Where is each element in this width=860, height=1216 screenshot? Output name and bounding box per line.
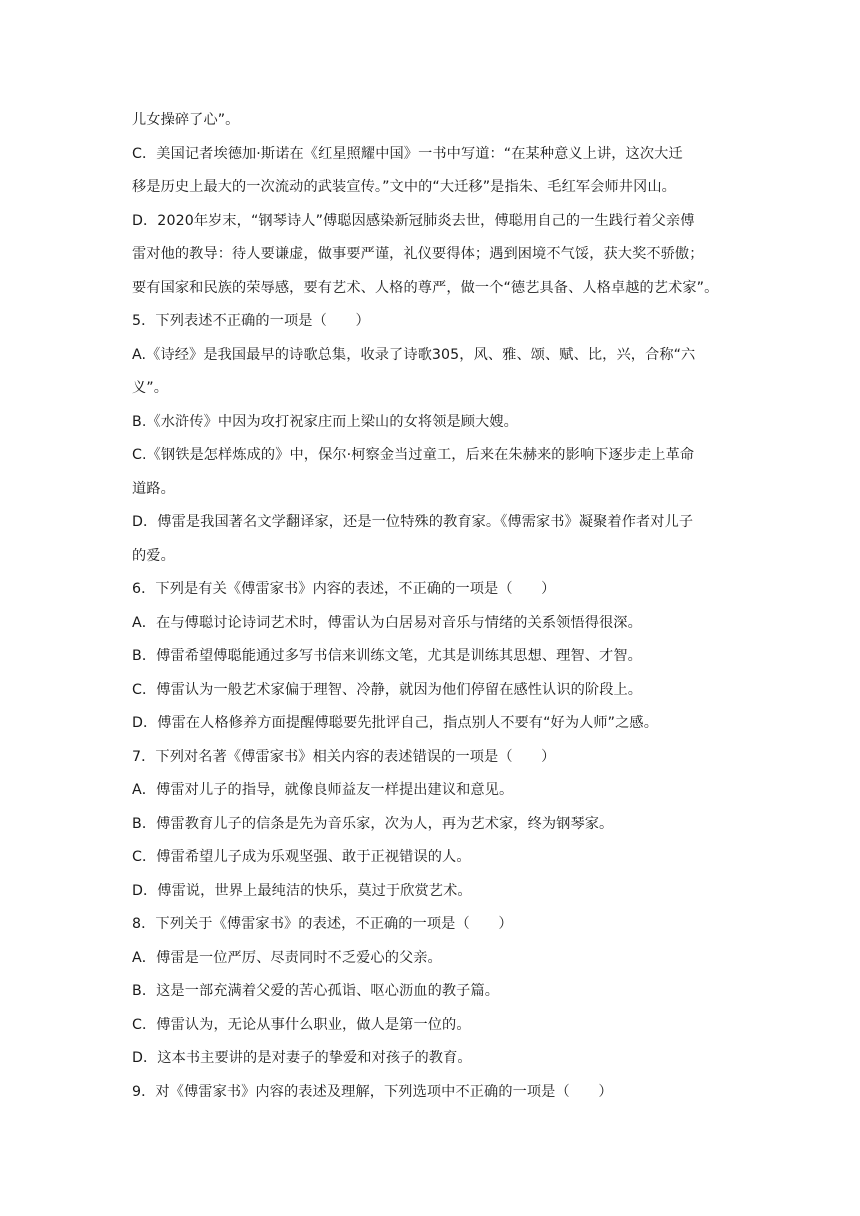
text-line: A.《诗经》是我国最早的诗歌总集，收录了诗歌305，风、雅、颂、赋、比，兴，合称“六 bbox=[132, 346, 696, 363]
text-line: D．傅雷说，世界上最纯洁的快乐，莫过于欣赏艺术。 bbox=[132, 882, 472, 899]
text-line: C.《钢铁是怎样炼成的》中，保尔·柯察金当过童工，后来在朱赫来的影响下逐步走上革命 bbox=[132, 447, 695, 463]
text-line: C．傅雷认为，无论从事什么职业，做人是第一位的。 bbox=[132, 1016, 471, 1033]
text-line: C．美国记者埃德加·斯诺在《红星照耀中国》一书中写道：“在某种意义上讲，这次大迁 bbox=[132, 145, 683, 162]
text-line: C．傅雷希望儿子成为乐观坚强、敢于正视错误的人。 bbox=[132, 849, 471, 865]
text-line: 的爱。 bbox=[132, 547, 175, 564]
text-line: D．2020年岁末，“钢琴诗人”傅聪因感染新冠肺炎去世，傅聪用自己的一生践行着父亲傅 bbox=[132, 212, 695, 229]
text-line: B．傅雷教育儿子的信条是先为音乐家，次为人，再为艺术家，终为钢琴家。 bbox=[132, 815, 614, 832]
text-line: C．傅雷认为一般艺术家偏于理智、冷静，就因为他们停留在感性认识的阶段上。 bbox=[132, 681, 643, 698]
text-line: A．在与傅聪讨论诗词艺术时，傅雷认为白居易对音乐与情绪的关系领悟得很深。 bbox=[132, 614, 642, 631]
text-line: 8．下列关于《傅雷家书》的表述，不正确的一项是（ ） bbox=[132, 916, 513, 932]
text-line: A．傅雷对儿子的指导，就像良师益友一样提出建议和意见。 bbox=[132, 782, 514, 798]
text-line: D．傅雷是我国著名文学翻译家，还是一位特殊的教育家。《傅需家书》凝聚着作者对儿子 bbox=[132, 514, 694, 530]
text-line: 移是历史上最大的一次流动的武装宣传。”文中的“大迁移”是指朱、毛红军会师井冈山。 bbox=[132, 179, 676, 195]
text-line: 道路。 bbox=[132, 480, 175, 497]
text-line: A．傅雷是一位严厉、尽责同时不乏爱心的父亲。 bbox=[132, 949, 442, 966]
text-line: 儿女操碎了心”。 bbox=[132, 112, 240, 128]
text-line: 9．对《傅雷家书》内容的表述及理解，下列选项中不正确的一项是（ ） bbox=[132, 1083, 613, 1100]
text-line: 7．下列对名著《傅雷家书》相关内容的表述错误的一项是（ ） bbox=[132, 748, 556, 765]
text-line: 雷对他的教导：待人要谦虚，做事要严谨，礼仪要得体；遇到困境不气馁，获大奖不骄傲； bbox=[132, 246, 704, 262]
text-line: B．这是一部充满着父爱的苦心孤诣、呕心沥血的教子篇。 bbox=[132, 983, 500, 999]
text-line: 要有国家和民族的荣辱感，要有艺术、人格的尊严，做一个“德艺具备、人格卓越的艺术家”。 bbox=[132, 279, 719, 296]
text-line: 6．下列是有关《傅雷家书》内容的表述，不正确的一项是（ ） bbox=[132, 581, 556, 597]
text-line: 5．下列表述不正确的一项是（ ） bbox=[132, 313, 370, 329]
text-body bbox=[132, 104, 732, 1109]
text-line: D．这本书主要讲的是对妻子的挚爱和对孩子的教育。 bbox=[132, 1050, 472, 1066]
text-line: B．傅雷希望傅聪能通过多写书信来训练文笔，尤其是训练其思想、理智、才智。 bbox=[132, 648, 642, 664]
text-line: D．傅雷在人格修养方面提醒傅聪要先批评自己，指点别人不要有“好为人师”之感。 bbox=[132, 715, 658, 731]
text-line: 义”。 bbox=[132, 380, 169, 396]
text-line: B.《水浒传》中因为攻打祝家庄而上梁山的女将领是顾大嫂。 bbox=[132, 413, 518, 430]
